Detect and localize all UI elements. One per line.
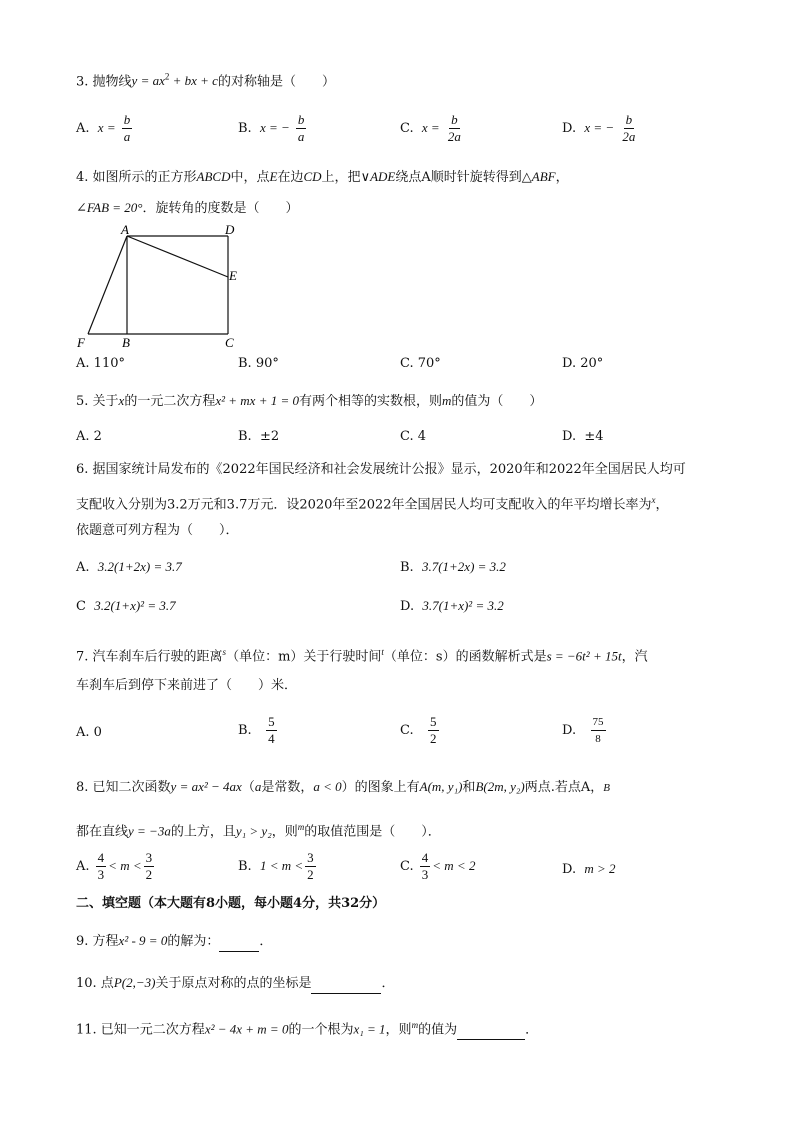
option-fraction: $\frac{b}{a}$: [297, 112, 305, 144]
q4-square-figure: [76, 222, 246, 352]
q6-option-d[interactable]: D. 3.7(1+x)² = 3.2: [400, 598, 504, 614]
q4-label-f: F: [77, 335, 85, 350]
q6-option-c[interactable]: C 3.2(1+x)² = 3.7: [76, 598, 176, 614]
option-prefix: x =: [97, 120, 116, 135]
q5-equation: x² + mx + 1 = 0: [215, 393, 299, 408]
q6-stem-line2: 支配收入分别为3.2万元和3.7万元．设2020年至2022年全国居民人均可支配收入的年平均增长率为$^x$，: [76, 495, 669, 513]
q4-option-b[interactable]: B. 90°: [238, 356, 279, 371]
option-fraction: $\frac{75}{8}$: [592, 716, 604, 745]
q7-option-b[interactable]: B. $\frac{5}{4}$: [238, 714, 275, 746]
q4-label-b: B: [122, 335, 130, 350]
q4-edge-ae: [127, 236, 228, 277]
q8-stem-line2: 都在直线y = −3a的上方，且y₁ > y₂，则$^m$的取值范围是（ ）．: [76, 822, 441, 840]
q4-option-c[interactable]: C. 70°: [400, 356, 441, 371]
q9-stem: 9. 方程x² - 9 = 0的解为： ．: [76, 932, 272, 952]
q3-option-d[interactable]: [562, 112, 639, 145]
option-letter: B.: [238, 121, 252, 136]
option-letter: C.: [400, 121, 414, 136]
option-letter: A.: [76, 121, 90, 136]
q3-parabola-formula: $y = ax^2$ + bx + c: [131, 72, 218, 89]
q4-label-c: C: [225, 335, 234, 350]
q7-option-d[interactable]: D. $\frac{75}{8}$: [562, 716, 604, 745]
option-fraction: $\frac{b}{2a}$: [622, 112, 636, 144]
q6-stem-line3: 依题意可列方程为（ ）．: [76, 523, 239, 538]
q3-option-a[interactable]: [76, 112, 134, 145]
q6-option-a[interactable]: A. 3.2(1+2x) = 3.7: [76, 559, 182, 575]
q7-stem-line1: 7. 汽车刹车后行驶的距离$^s$（单位：m）关于行驶时间$^t$（单位：s）的函数解析式是s = −6t² + 15t，汽: [76, 647, 648, 665]
q8-option-b[interactable]: B. 1 < m < $\frac{3}{2}$: [238, 850, 314, 882]
q6-option-b[interactable]: B. 3.7(1+2x) = 3.2: [400, 559, 506, 575]
q4-stem-line1: 4. 如图所示的正方形ABCD中，点E在边CD上，把∨ADE绕点A顺时针旋转得到△ABF，: [76, 169, 569, 185]
q8-function: y = ax² − 4ax: [170, 779, 242, 794]
q4-label-a: A: [121, 222, 129, 237]
q11-stem: 11. 已知一元二次方程x² − 4x + m = 0的一个根为x₁ = 1，则$^m$的值为 ．: [76, 1016, 538, 1040]
q8-option-a[interactable]: A. $\frac{4}{3}$ < m < $\frac{3}{2}$: [76, 850, 153, 882]
option-prefix: x = −: [259, 120, 290, 135]
q8-option-d[interactable]: D. m > 2: [562, 861, 616, 877]
q3-stem: [76, 68, 335, 91]
option-letter: D.: [562, 121, 577, 136]
q4-angle: ∠FAB = 20°: [76, 200, 143, 215]
q10-answer-blank[interactable]: [311, 975, 381, 994]
q9-answer-blank[interactable]: [219, 933, 259, 952]
q7-formula: s = −6t² + 15t: [546, 648, 622, 664]
q7-stem-line2: 车刹车后到停下来前进了（ ）米．: [76, 678, 298, 693]
q3-text-2: 的对称轴是（ ）: [217, 74, 335, 90]
option-fraction-left: $\frac{4}{3}$: [97, 850, 105, 882]
q8-option-c[interactable]: C. $\frac{4}{3}$ < m < 2: [400, 850, 476, 882]
q4-square-name: ABCD: [196, 169, 231, 184]
q4-label-d: D: [225, 222, 235, 237]
q10-point: P(2,−3): [113, 975, 156, 990]
q5-option-b[interactable]: B. ±2: [238, 429, 280, 444]
q11-answer-blank[interactable]: [457, 1021, 525, 1040]
option-prefix: x =: [421, 120, 440, 135]
q5-option-d[interactable]: D. ±4: [562, 429, 604, 444]
q3-option-b[interactable]: [238, 112, 308, 145]
option-fraction: $\frac{b}{2a}$: [447, 112, 461, 144]
option-fraction: $\frac{5}{2}$: [430, 714, 437, 746]
q4-label-e: E: [229, 268, 237, 283]
q6-stem-line1: 6. 据国家统计局发布的《2022年国民经济和社会发展统计公报》显示，2020年和2022年全国居民人均可: [76, 462, 686, 477]
q5-stem: 5. 关于x的一元二次方程x² + mx + 1 = 0有两个相等的实数根，则m的值为（ ）: [76, 393, 543, 409]
option-fraction-right: $\frac{3}{2}$: [307, 850, 314, 882]
option-prefix: x = −: [584, 120, 615, 135]
q7-option-c[interactable]: C. $\frac{5}{2}$: [400, 714, 437, 746]
q4-stem-line2: ∠FAB = 20°．旋转角的度数是（ ）: [76, 200, 299, 216]
q10-stem: 10. 点P(2,−3)关于原点对称的点的坐标是 ．: [76, 974, 394, 994]
q8-stem-line1: 8. 已知二次函数y = ax² − 4ax（a是常数，a < 0）的图象上有A(m, y₁)和B(2m, y₂)两点.若点A，B: [76, 779, 610, 795]
q3-option-c[interactable]: [400, 112, 465, 145]
option-fraction: $\frac{5}{4}$: [268, 714, 275, 746]
q9-equation: x² - 9 = 0: [118, 933, 168, 948]
q4-option-a[interactable]: A. 110°: [76, 356, 125, 371]
option-fraction-right: $\frac{3}{2}$: [145, 850, 153, 882]
section-heading-fill-blank: 二、填空题（本大题有8小题，每小题4分，共32分）: [76, 896, 386, 911]
q3-text-1: 3. 抛物线: [76, 74, 132, 90]
q5-option-a[interactable]: A. 2: [76, 429, 102, 444]
q4-edge-af: [88, 236, 127, 334]
q5-option-c[interactable]: C. 4: [400, 429, 427, 444]
q4-option-d[interactable]: D. 20°: [562, 356, 604, 371]
q7-option-a[interactable]: A. 0: [76, 725, 102, 740]
option-fraction: $\frac{b}{a}$: [123, 112, 131, 144]
option-fraction-left: $\frac{4}{3}$: [421, 850, 429, 882]
q11-equation: x² − 4x + m = 0: [204, 1021, 289, 1037]
